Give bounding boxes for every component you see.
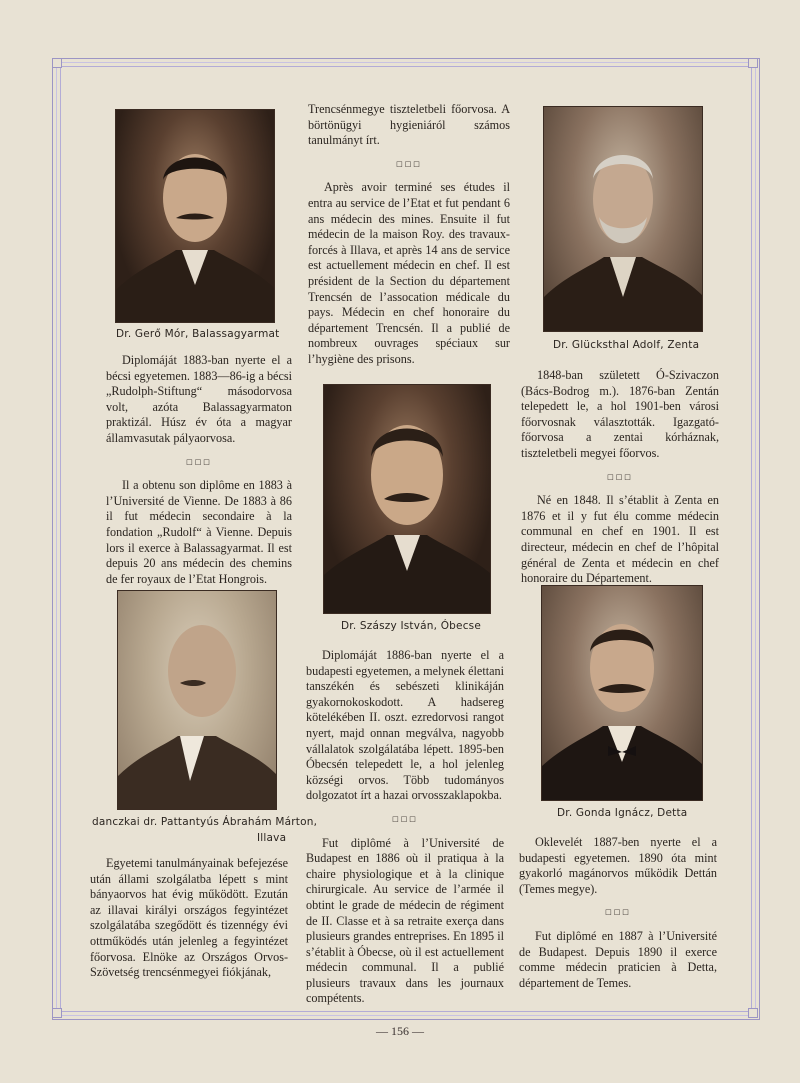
section-separator: □□□ [396,159,422,168]
bio-pattantyus [90,856,288,981]
portrait-photo-gonda [541,585,703,801]
portrait-silhouette-icon [118,591,276,809]
bio-pattantyus-french: Après avoir terminé ses études il entra au service de l’Etat et fut pendant 6 ans médecin des mines. Ensuite il fut médecin de la maison Roy. des travaux-forcés à Illava, et après 14 ans de service est actuellement médecin en chef. Il est président de la Section du département Trencsén de l’assocation médicale du pays. Médecin en chef honoraire du département Trencsén. Il a publié de nombreux ouvrages spéciaux sur l’hygiène des prisons. [308,180,510,366]
bio-gero-french: Il a obtenu son diplôme en 1883 à l’Université de Vienne. De 1883 à 86 il fut médecin secondaire à la fondation „Rudolf“ à Vienne. Depuis lors il exerce à Balassagyarmat. Il est depuis 20 ans médecin des chemins de fer royaux de l’Etat Hongrois. [106,478,292,586]
caption-gero: Dr. Gerő Mór, Balassagyarmat [116,328,280,340]
bio-gero [106,353,292,587]
section-separator: □□□ [605,908,631,917]
bio-pattantyus-hungarian-end: Trencsénmegye tiszteletbeli főorvosa. A börtönügyi hygieniáról számos tanulmányt írt. [308,102,510,148]
caption-pattantyus-place: Illava [257,832,287,844]
portrait-photo-pattantyus [117,590,277,810]
caption-pattantyus-name: danczkai dr. Pattantyús Ábrahám Márton, [92,816,318,828]
caption-glucksthal: Dr. Glücksthal Adolf, Zenta [553,339,700,351]
bio-szaszy-hungarian: Diplomáját 1886-ban nyerte el a budapesti egyetemen, a melynek élettani tanszékén és sebészeti klinikáján gyakornokoskodott. A hadsereg kötelékében II. oszt. ezredorvosi rangot nyert, majd onnan megválva, nagyobb vállalatok szolgálatába lépett. 1895-ben Óbecsén telepedett le, a hol jelenleg községi orvos. Több tudományos dolgozatot írt a hazai orvosszaklapokba. [306,648,504,803]
border-corner-ornament [52,58,62,68]
bio-gonda [519,835,717,991]
caption-gonda: Dr. Gonda Ignácz, Detta [557,807,688,819]
page-number: — 156 — [376,1024,424,1038]
portrait-photo-glucksthal [543,106,703,332]
border-corner-ornament [748,58,758,68]
border-corner-ornament [52,1008,62,1018]
portrait-silhouette-icon [116,110,274,322]
section-separator: □□□ [607,472,633,481]
portrait-silhouette-icon [542,586,702,800]
section-separator: □□□ [186,457,212,466]
bio-gero-hungarian: Diplomáját 1883-ban nyerte el a bécsi egyetemen. 1883—86-ig a bécsi „Rudolph-Stiftung“ másodorvosa volt, azóta Balassagyarmaton praktizál. Húsz év óta a magyar államvasutak pályaorvosa. [106,353,292,445]
border-corner-ornament [748,1008,758,1018]
bio-glucksthal [521,368,719,587]
caption-szaszy: Dr. Szászy István, Óbecse [341,620,482,632]
bio-pattantyus-continued [308,102,510,368]
section-separator: □□□ [392,814,418,823]
bio-szaszy [306,648,504,1007]
portrait-photo-szaszy [323,384,491,614]
portrait-photo-gero [115,109,275,323]
bio-szaszy-french: Fut diplômé à l’Université de Budapest en 1886 où il pratiqua à la chaire physiologique et à la clinique chirurgicale. Au service de l’armée il obtint le grade de médecin de régiment de II. Classe et à sa retraite exerça dans plusieurs grandes entreprises. En 1895 il s’établit à Óbecse, où il est actuellement médecin communal. Il a publié plusieurs travaux dans les journaux compétents. [306,835,504,1006]
bio-gonda-french: Fut diplômé en 1887 à l’Université de Budapest. Depuis 1890 il exerce comme médecin praticien à Detta, département de Temes. [519,928,717,990]
bio-gonda-hungarian: Oklevelét 1887-ben nyerte el a budapesti egyetemen. 1890 óta mint gyakorló magánorvos működik Dettán (Temes megye). [519,835,717,896]
bio-pattantyus-hungarian-start: Egyetemi tanulmányainak befejezése után állami szolgálatba lépett s mint bányaorvos hat évig működött. Ezután az illavai királyi országos fegyintézet szolgálatába szegődött és tizennégy évi ottműködés után jelenleg a fegyintézet főorvosa. Elnöke az Országos Orvos-Szövetség trencsénmegyei fiókjának, [90,856,288,980]
portrait-silhouette-icon [544,107,702,331]
portrait-silhouette-icon [324,385,490,613]
bio-glucksthal-french: Né en 1848. Il s’établit à Zenta en 1876 et il y fut élu comme médecin communal en chef en 1901. Il est directeur, médecin en chef de l’hôpital général de Zenta et médecin en chef honoraire du Département. [521,493,719,586]
bio-glucksthal-hungarian: 1848-ban született Ó-Szivaczon (Bács-Bodrog m.). 1876-ban Zentán telepedett le, a hol 1901-ben városi főorvosnak választották. Igazgató-főorvosa a zentai kórháznak, tiszteletbeli megyei főorvos. [521,368,719,460]
